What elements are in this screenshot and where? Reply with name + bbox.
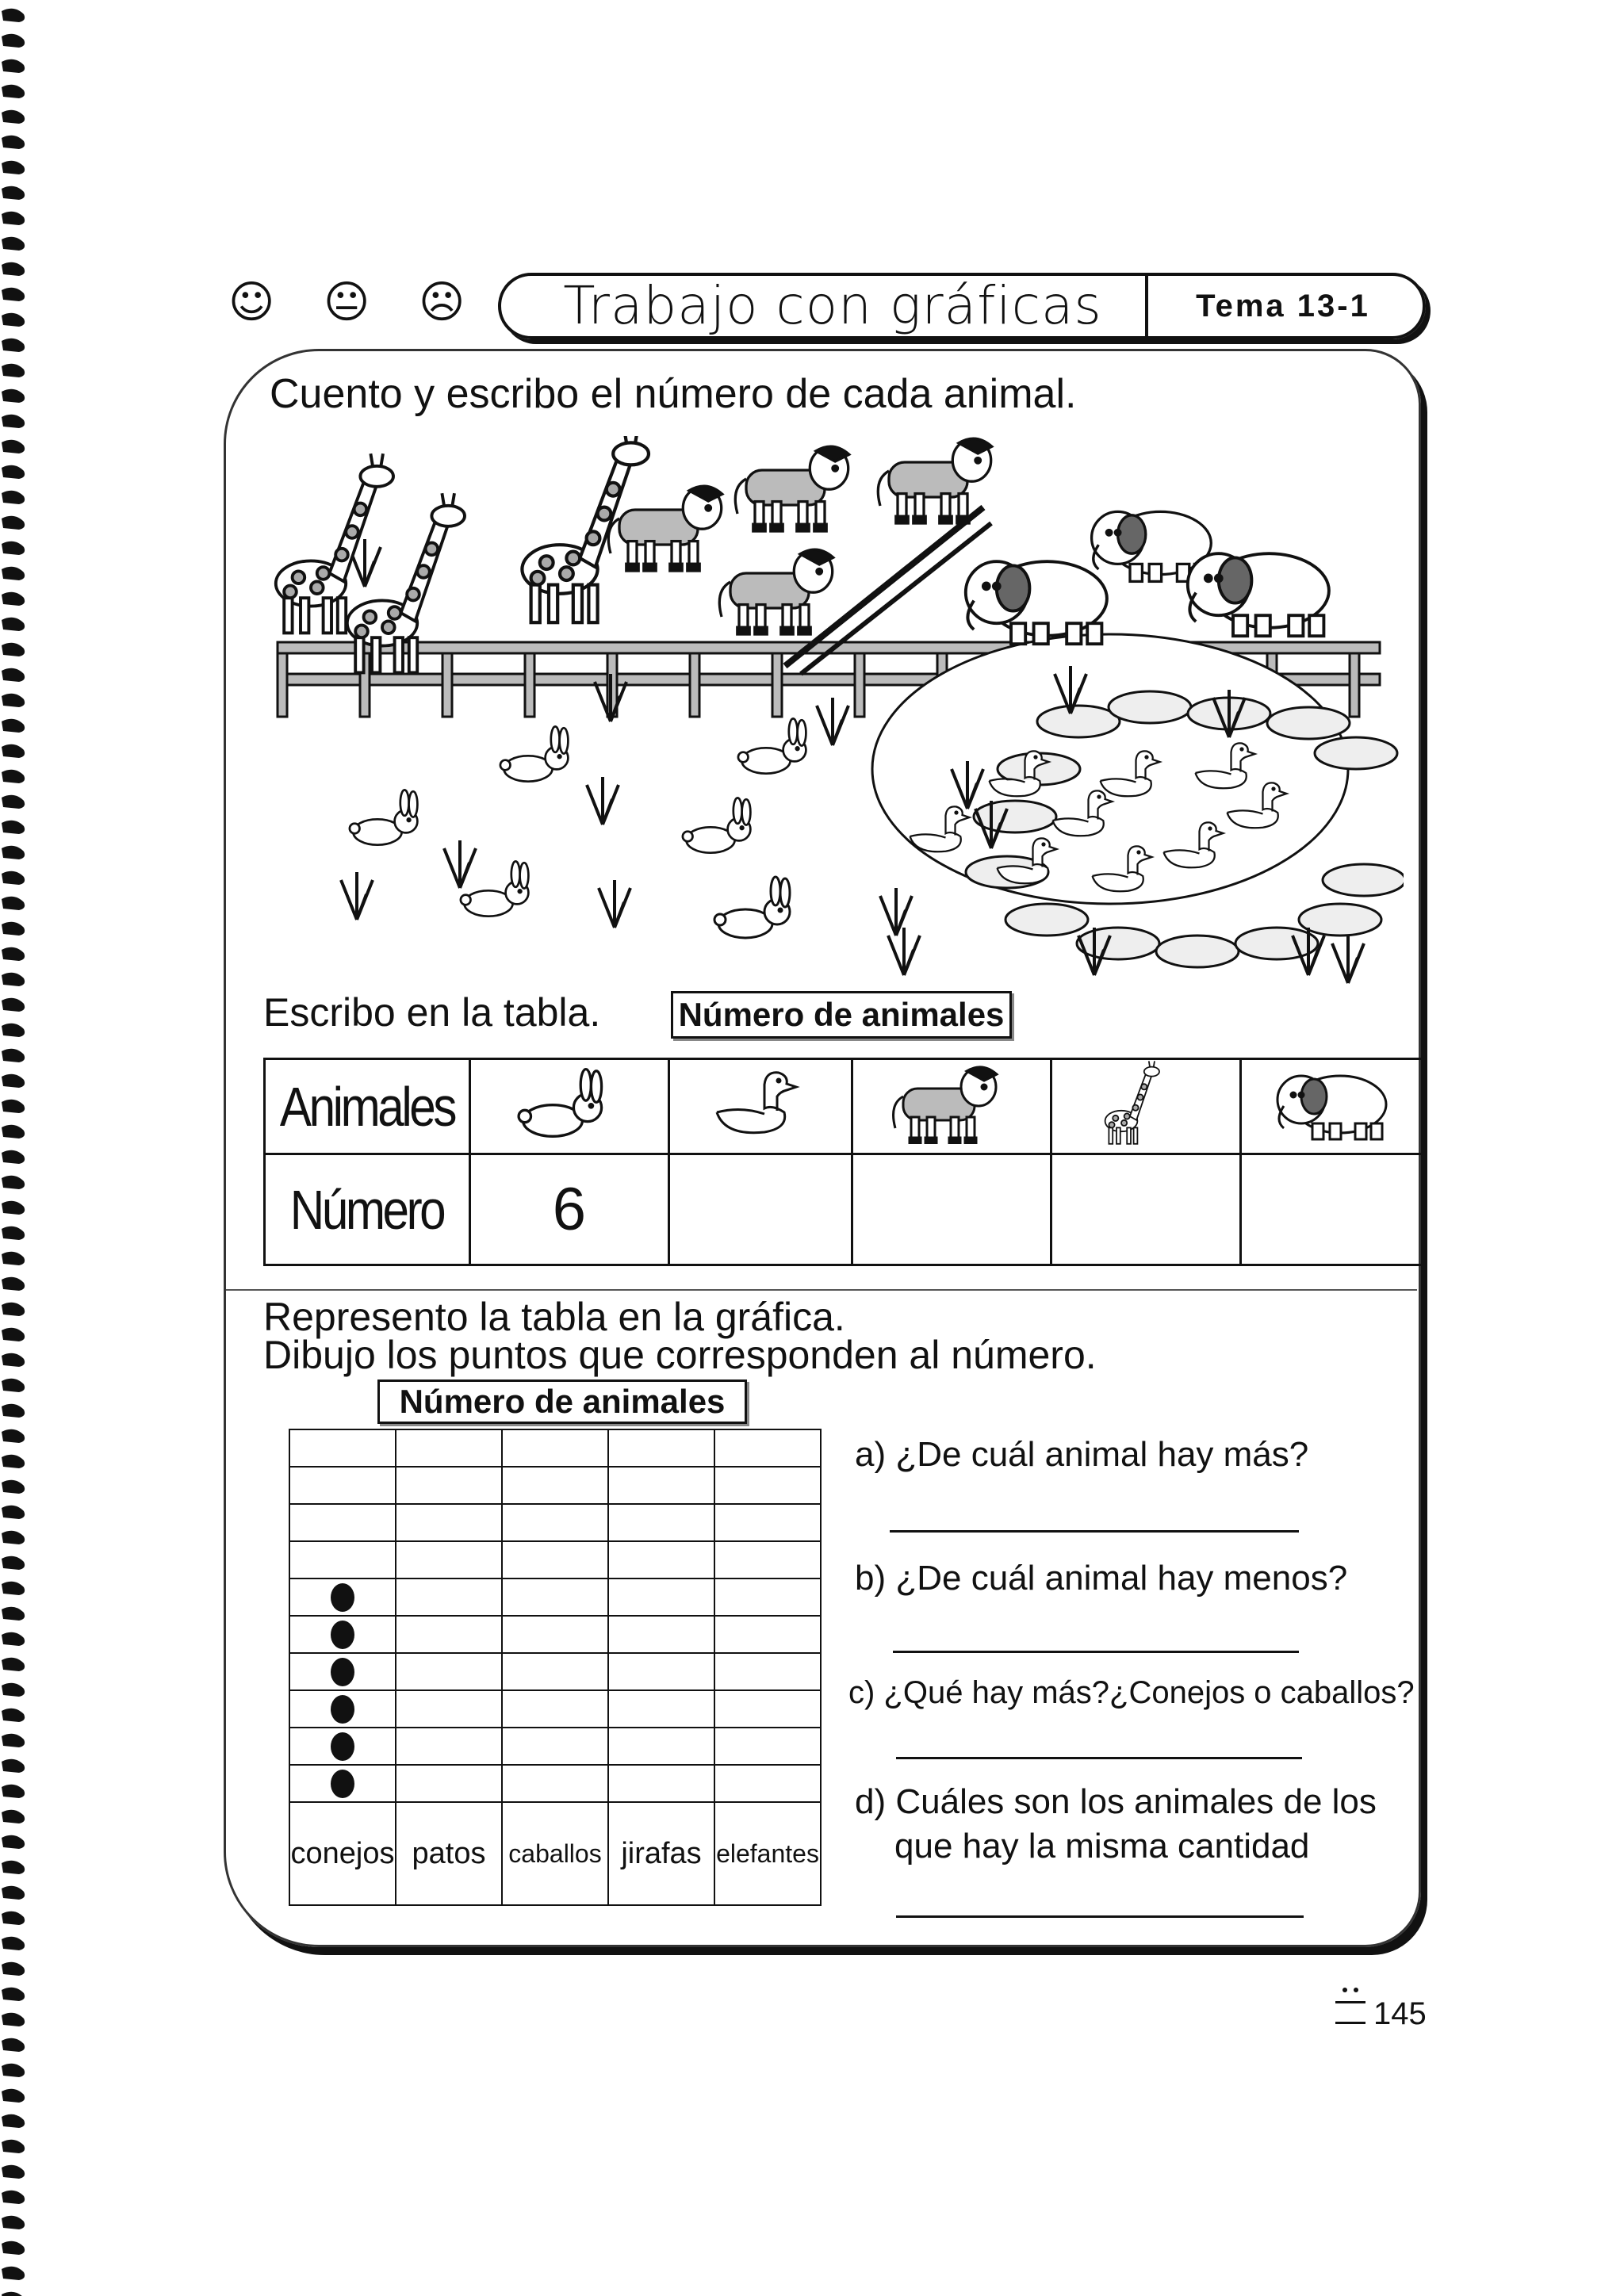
category-label-conejos: conejos	[289, 1802, 396, 1905]
grid-cell[interactable]	[714, 1728, 821, 1765]
horse-icon	[852, 1059, 1051, 1154]
grid-cell[interactable]	[502, 1690, 608, 1728]
spiral-binding	[0, 0, 48, 2296]
elephant-icon	[1240, 1059, 1423, 1154]
grid-cell[interactable]	[289, 1541, 396, 1578]
rabbit-icon	[469, 1059, 668, 1154]
grid-cell[interactable]	[608, 1765, 714, 1802]
dot-mark	[331, 1770, 354, 1798]
grid-cell[interactable]	[396, 1504, 502, 1541]
grid-row	[289, 1429, 821, 1467]
answer-line-d[interactable]	[896, 1915, 1304, 1918]
grid-cell[interactable]	[502, 1429, 608, 1467]
happy-face-icon: ☺	[228, 277, 275, 328]
grid-cell[interactable]	[396, 1728, 502, 1765]
grid-cell[interactable]	[502, 1504, 608, 1541]
question-b: b) ¿De cuál animal hay menos?	[855, 1559, 1348, 1598]
grid-cell[interactable]	[714, 1765, 821, 1802]
pictograph-grid	[289, 1429, 822, 1906]
grid-row	[289, 1467, 821, 1504]
grid-cell[interactable]	[714, 1616, 821, 1653]
grid-row	[289, 1765, 821, 1802]
graph-caption: Número de animales	[377, 1380, 747, 1424]
grid-cell[interactable]	[502, 1653, 608, 1690]
neutral-face-icon: 😐	[324, 277, 370, 328]
row-label-number: Número	[265, 1154, 470, 1265]
grid-row	[289, 1653, 821, 1690]
elephant-illustration	[966, 511, 1329, 644]
grid-cell[interactable]	[714, 1690, 821, 1728]
dot-mark	[331, 1658, 354, 1686]
section-divider	[226, 1289, 1417, 1291]
answer-line-a[interactable]	[890, 1530, 1299, 1533]
table-row-numbers	[265, 1154, 1424, 1265]
number-cell-elephants[interactable]	[1240, 1154, 1423, 1265]
grid-cell[interactable]	[289, 1467, 396, 1504]
row-label-animals: Animales	[265, 1059, 470, 1154]
grid-cell[interactable]	[608, 1467, 714, 1504]
grid-cell[interactable]	[714, 1541, 821, 1578]
answer-line-b[interactable]	[893, 1651, 1299, 1653]
category-label-jirafas: jirafas	[608, 1802, 714, 1905]
grid-row	[289, 1504, 821, 1541]
grid-cell[interactable]	[396, 1429, 502, 1467]
grid-cell[interactable]	[608, 1690, 714, 1728]
question-a: a) ¿De cuál animal hay más?	[855, 1435, 1309, 1474]
question-d-line1: d) Cuáles son los animales de los	[855, 1782, 1377, 1821]
duck-icon	[668, 1059, 852, 1154]
graph-instruction-1: Represento la tabla en la gráfica.	[263, 1295, 845, 1339]
sad-face-icon: ☹	[419, 277, 465, 328]
grid-cell[interactable]	[714, 1504, 821, 1541]
grid-cell[interactable]	[502, 1467, 608, 1504]
grid-cell[interactable]	[502, 1578, 608, 1616]
dot-mark	[331, 1732, 354, 1761]
grid-cell[interactable]	[608, 1728, 714, 1765]
table-caption: Número de animales	[671, 991, 1012, 1039]
question-d-line2: que hay la misma cantidad	[894, 1827, 1310, 1866]
grid-cell[interactable]	[396, 1578, 502, 1616]
grid-cell[interactable]	[714, 1467, 821, 1504]
grid-cell[interactable]	[396, 1467, 502, 1504]
rabbit-illustration	[350, 718, 806, 938]
grid-row	[289, 1541, 821, 1578]
grid-row	[289, 1616, 821, 1653]
number-cell-giraffes[interactable]	[1051, 1154, 1240, 1265]
question-c: c) ¿Qué hay más?¿Conejos o caballos?	[848, 1675, 1415, 1710]
category-label-elefantes: elefantes	[714, 1802, 821, 1905]
giraffe-illustration	[276, 436, 649, 672]
grid-cell[interactable]	[714, 1578, 821, 1616]
grid-cell[interactable]	[289, 1504, 396, 1541]
grid-cell[interactable]	[608, 1541, 714, 1578]
grid-cell[interactable]	[396, 1616, 502, 1653]
grid-cell[interactable]	[502, 1616, 608, 1653]
grid-cell[interactable]	[396, 1765, 502, 1802]
grid-cell[interactable]	[608, 1653, 714, 1690]
number-cell-ducks[interactable]	[668, 1154, 852, 1265]
grid-cell[interactable]	[289, 1616, 396, 1653]
zoo-scene-illustration	[262, 436, 1404, 991]
grid-cell[interactable]	[502, 1728, 608, 1765]
graph-instruction-2: Dibujo los puntos que corresponden al número.	[263, 1333, 1097, 1377]
grid-cell[interactable]	[608, 1429, 714, 1467]
grid-cell[interactable]	[608, 1616, 714, 1653]
grid-cell[interactable]	[289, 1765, 396, 1802]
grid-cell[interactable]	[289, 1653, 396, 1690]
dot-mark	[331, 1621, 354, 1649]
giraffe-icon	[1051, 1059, 1240, 1154]
grid-row	[289, 1578, 821, 1616]
page-title: Trabajo con gráficas	[563, 275, 1102, 336]
grid-cell[interactable]	[396, 1541, 502, 1578]
grid-cell[interactable]	[289, 1728, 396, 1765]
page-number: 145	[1373, 1996, 1427, 2031]
number-cell-rabbits[interactable]: 6	[469, 1154, 668, 1265]
horse-illustration	[608, 438, 992, 634]
tema-label: Tema 13-1	[1196, 289, 1370, 323]
category-label-patos: patos	[396, 1802, 502, 1905]
grid-cell[interactable]	[289, 1578, 396, 1616]
grid-cell[interactable]	[502, 1765, 608, 1802]
table-row-animals	[265, 1059, 1424, 1154]
grid-cell[interactable]	[502, 1541, 608, 1578]
grid-cell[interactable]	[608, 1578, 714, 1616]
grid-cell[interactable]	[714, 1653, 821, 1690]
number-cell-horses[interactable]	[852, 1154, 1051, 1265]
animal-count-table	[263, 1058, 1425, 1266]
grid-cell[interactable]	[396, 1653, 502, 1690]
dot-mark	[331, 1695, 354, 1724]
grid-cell[interactable]	[608, 1504, 714, 1541]
count-instruction: Cuento y escribo el número de cada animal.	[270, 371, 1077, 417]
grid-row	[289, 1728, 821, 1765]
grid-cell[interactable]	[714, 1429, 821, 1467]
grid-cell[interactable]	[289, 1690, 396, 1728]
dot-mark	[331, 1583, 354, 1612]
grid-cell[interactable]	[396, 1690, 502, 1728]
grid-cell[interactable]	[289, 1429, 396, 1467]
division-sign-icon	[1332, 1984, 1369, 2031]
table-instruction: Escribo en la tabla.	[263, 990, 601, 1035]
answer-line-c[interactable]	[896, 1757, 1302, 1759]
category-row	[289, 1802, 821, 1905]
category-label-caballos: caballos	[502, 1802, 608, 1905]
grid-row	[289, 1690, 821, 1728]
